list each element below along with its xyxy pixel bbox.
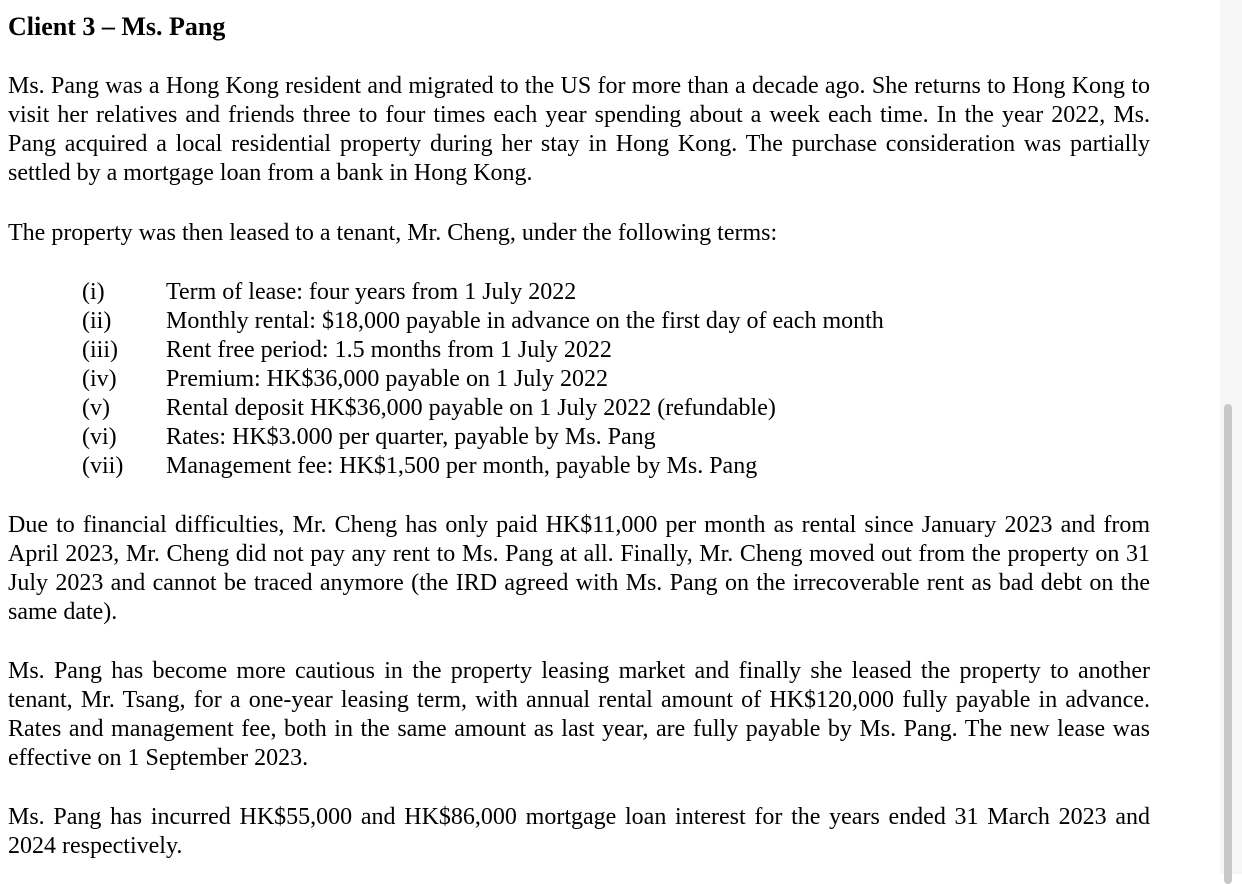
term-text: Premium: HK$36,000 payable on 1 July 2022 bbox=[166, 366, 608, 392]
term-text: Term of lease: four years from 1 July 2022 bbox=[166, 279, 577, 305]
scrollbar-thumb[interactable] bbox=[1224, 404, 1232, 884]
document-page bbox=[8, 0, 1150, 861]
list-item bbox=[8, 278, 1150, 307]
term-number: (vii) bbox=[82, 453, 124, 479]
lease-terms-list bbox=[8, 278, 1150, 481]
term-number: (vi) bbox=[82, 424, 117, 450]
list-item bbox=[8, 365, 1150, 394]
term-number: (i) bbox=[82, 279, 105, 305]
paragraph-mortgage-interest: Ms. Pang has incurred HK$55,000 and HK$86,000 mortgage loan interest for the years ended 31 March 2023 and 2024 respectively. bbox=[8, 804, 1150, 859]
document-title: Client 3 – Ms. Pang bbox=[8, 12, 226, 41]
vertical-scrollbar[interactable] bbox=[1220, 0, 1242, 874]
term-number: (iv) bbox=[82, 366, 117, 392]
term-number: (ii) bbox=[82, 308, 112, 334]
term-text: Monthly rental: $18,000 payable in advance on the first day of each month bbox=[166, 308, 884, 334]
paragraph-financial-difficulties: Due to financial difficulties, Mr. Cheng has only paid HK$11,000 per month as rental since January 2023 and from April 2023, Mr. Cheng did not pay any rent to Ms. Pang at all. Finally, Mr. Cheng moved out from the property on 31 July 2023 and cannot be traced anymore (the IRD agreed with Ms. Pang on the irrecoverable rent as bad debt on the same date). bbox=[8, 512, 1150, 625]
paragraph-background: Ms. Pang was a Hong Kong resident and migrated to the US for more than a decade ago. She returns to Hong Kong to visit her relatives and friends three to four times each year spending about a week each time. In the year 2022, Ms. Pang acquired a local residential property during her stay in Hong Kong. The purchase consideration was partially settled by a mortgage loan from a bank in Hong Kong. bbox=[8, 73, 1150, 186]
list-item bbox=[8, 423, 1150, 452]
term-text: Rent free period: 1.5 months from 1 July 2022 bbox=[166, 337, 612, 363]
term-text: Rental deposit HK$36,000 payable on 1 July 2022 (refundable) bbox=[166, 395, 776, 421]
paragraph-new-tenant: Ms. Pang has become more cautious in the property leasing market and finally she leased the property to another tenant, Mr. Tsang, for a one-year leasing term, with annual rental amount of HK$120,000 fully payable in advance. Rates and management fee, both in the same amount as last year, are fully payable by Ms. Pang. The new lease was effective on 1 September 2023. bbox=[8, 658, 1150, 771]
list-item bbox=[8, 452, 1150, 481]
term-text: Management fee: HK$1,500 per month, payable by Ms. Pang bbox=[166, 453, 758, 479]
term-number: (iii) bbox=[82, 337, 118, 363]
list-item bbox=[8, 394, 1150, 423]
paragraph-lease-intro: The property was then leased to a tenant, Mr. Cheng, under the following terms: bbox=[8, 220, 778, 246]
list-item bbox=[8, 336, 1150, 365]
list-item bbox=[8, 307, 1150, 336]
term-text: Rates: HK$3.000 per quarter, payable by Ms. Pang bbox=[166, 424, 656, 450]
term-number: (v) bbox=[82, 395, 110, 421]
